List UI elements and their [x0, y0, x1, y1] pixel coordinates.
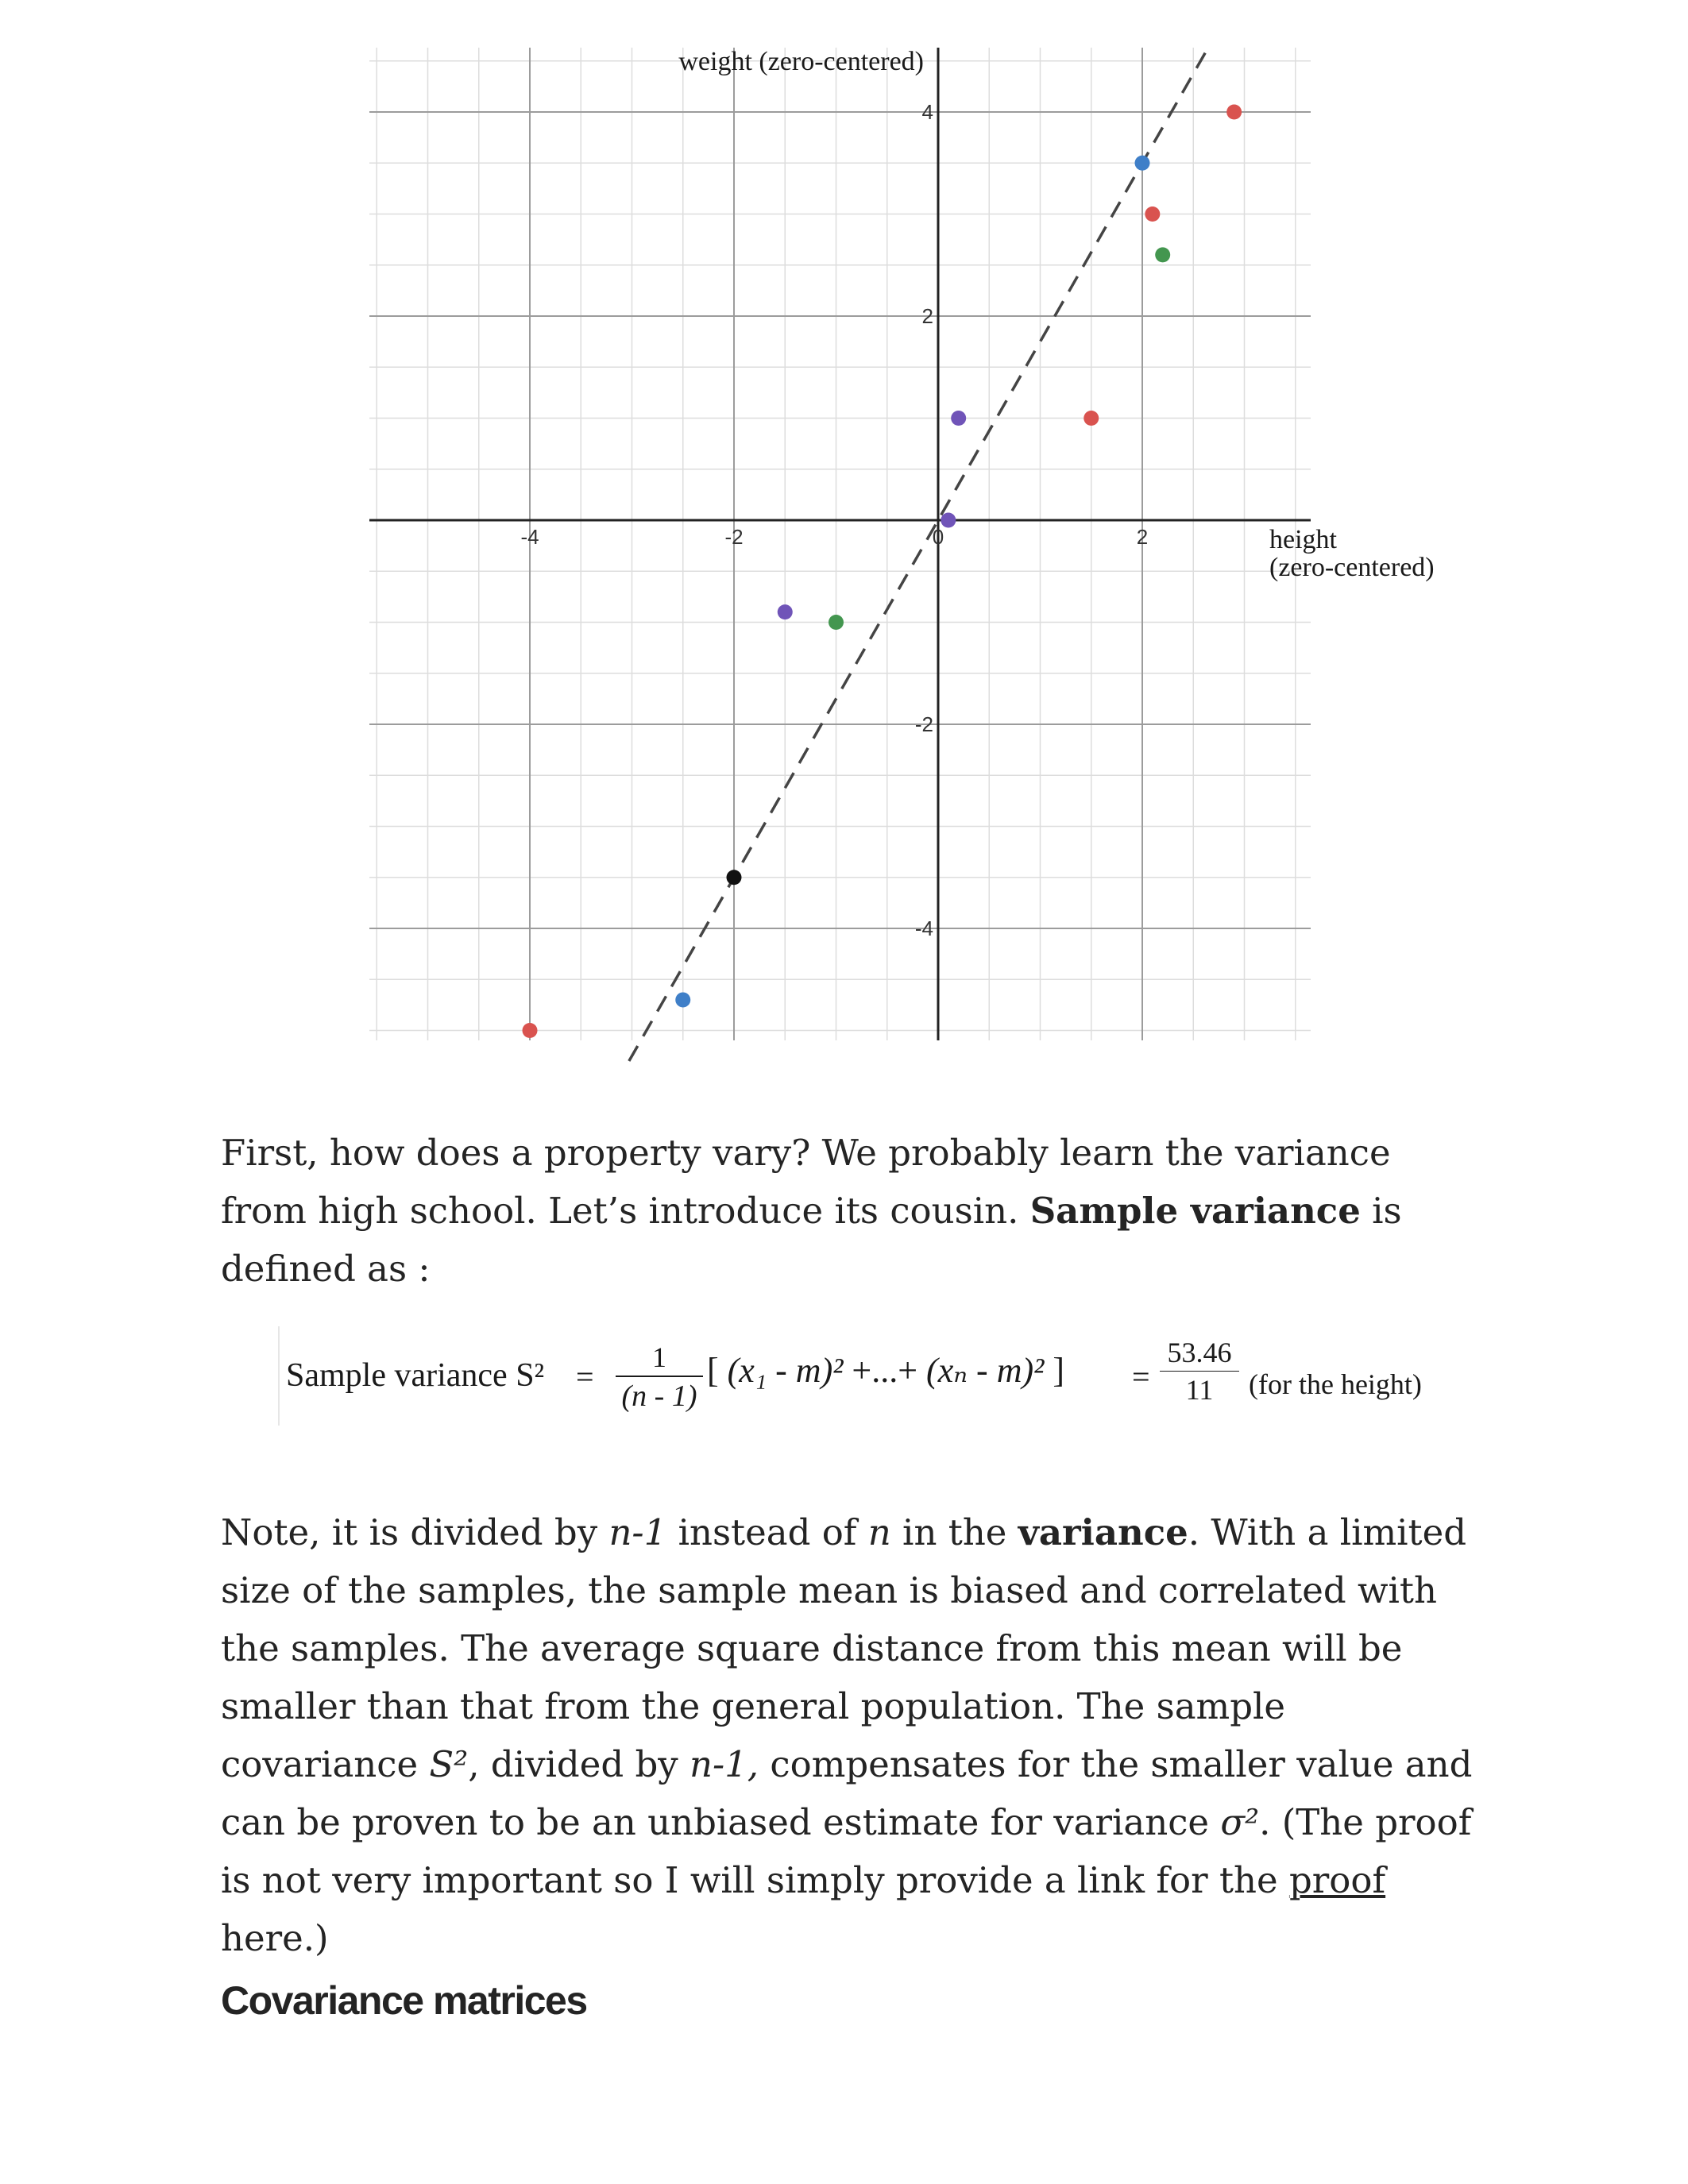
data-point	[675, 992, 690, 1007]
data-point	[1145, 206, 1160, 222]
y-axis-label: weight (zero-centered)	[678, 47, 924, 76]
note-sigma-squared: σ²	[1220, 1801, 1260, 1843]
note-text-3: in the	[890, 1511, 1018, 1553]
coefficient-denominator: (n - 1)	[621, 1379, 697, 1413]
grid-major	[369, 48, 1311, 1040]
y-tick-label: 4	[921, 100, 933, 124]
x-tick-label: -4	[520, 525, 539, 549]
sample-variance-formula	[278, 1318, 1454, 1430]
note-n: n	[867, 1511, 891, 1553]
x-axis-label-line1: height	[1269, 525, 1337, 554]
sum-of-squares	[707, 1350, 1064, 1391]
note-n-minus-1: n-1	[608, 1511, 667, 1553]
fit-line	[629, 51, 1207, 1061]
intro-text-1: First, how does a property vary? We probably learn the variance from high school. Let’s introduce its cousin.	[221, 1132, 1391, 1232]
note-text-1: Note, it is divided by	[221, 1511, 609, 1553]
data-point	[1155, 247, 1170, 262]
paragraph-intro	[221, 1124, 1476, 1298]
note-n-minus-1-b: n-1,	[689, 1743, 759, 1785]
intro-text-2: is defined as :	[221, 1190, 1402, 1290]
coefficient-fraction	[616, 1341, 703, 1414]
term-first: (x₁ - m)²	[727, 1351, 852, 1390]
term-dots: +...+	[852, 1351, 927, 1390]
note-bold-variance: variance	[1018, 1511, 1188, 1553]
result-fraction	[1160, 1336, 1239, 1406]
note-text-5: , divided by	[468, 1743, 689, 1785]
x-tick-label: 0	[932, 525, 944, 549]
note-text-7: . (The proof is not very important so I will simply provide a link for the	[221, 1801, 1472, 1901]
y-tick-label: -2	[914, 712, 933, 736]
data-point	[778, 604, 793, 619]
x-axis-label-line2: (zero-centered)	[1269, 553, 1435, 582]
note-text-4: . With a limited size of the samples, the sample mean is biased and correlated with the samples. The average square distance from this mean will be smaller than that from the general population. The sample covariance	[221, 1511, 1467, 1785]
data-point	[1135, 156, 1150, 171]
x-axis-label	[1269, 525, 1435, 582]
term-last: (xₙ - m)²	[926, 1351, 1045, 1390]
fit-line-group	[629, 51, 1207, 1061]
bracket-close: ]	[1053, 1351, 1064, 1390]
data-point	[941, 513, 956, 528]
formula-border	[278, 1326, 280, 1426]
formula-equals-2: =	[1132, 1359, 1150, 1395]
proof-link[interactable]: proof	[1288, 1859, 1386, 1901]
note-s-squared: S²	[429, 1743, 469, 1785]
result-fraction-bar	[1160, 1371, 1239, 1372]
data-point	[727, 870, 742, 885]
formula-label: Sample variance S²	[286, 1357, 545, 1394]
coefficient-fraction-bar	[616, 1376, 703, 1377]
x-tick-label: 2	[1136, 525, 1149, 549]
coefficient-numerator: 1	[652, 1341, 666, 1373]
axes	[369, 48, 1311, 1040]
data-point	[1226, 105, 1242, 120]
data-point	[951, 411, 966, 426]
bracket-open: [	[707, 1351, 719, 1390]
intro-bold-term: Sample variance	[1029, 1190, 1361, 1232]
y-tick-label: 2	[921, 304, 933, 328]
result-denominator: 11	[1185, 1374, 1214, 1406]
scatter-chart	[0, 0, 1688, 1080]
data-point	[523, 1023, 538, 1038]
x-tick-label: -2	[724, 525, 744, 549]
section-heading: Covariance matrices	[221, 1978, 587, 2023]
formula-note: (for the height)	[1249, 1368, 1422, 1400]
y-tick-label: -4	[914, 916, 933, 940]
data-point	[829, 615, 844, 630]
note-text-6: compensates for the smaller value and can be proven to be an unbiased estimate for variance	[221, 1743, 1473, 1843]
paragraph-note	[221, 1503, 1476, 1967]
data-point	[1083, 411, 1099, 426]
formula-equals-1: =	[576, 1359, 594, 1395]
note-text-2: instead of	[666, 1511, 868, 1553]
note-text-8: here.)	[221, 1917, 329, 1959]
grid-minor	[369, 48, 1311, 1040]
result-numerator: 53.46	[1167, 1337, 1232, 1368]
